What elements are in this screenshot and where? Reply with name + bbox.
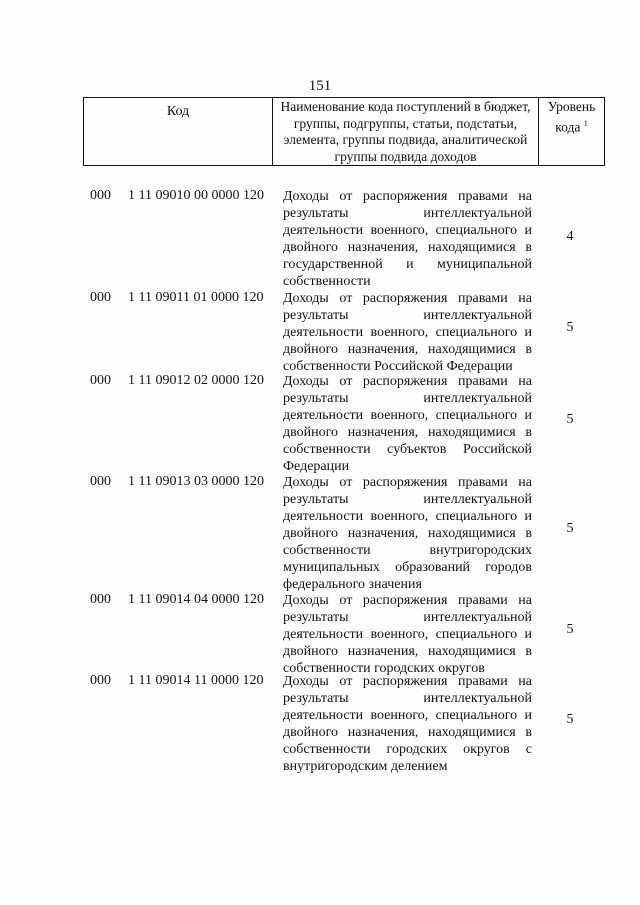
- row-code: 1 11 09014 11 0000 120: [128, 673, 264, 688]
- table-header: [83, 97, 605, 166]
- row-name: Доходы от распоряжения правами на результаты интеллектуальной деятельности военного, специального и двойного назначения, находящимися в собственности Российской Федерации: [283, 291, 532, 374]
- row-name: Доходы от распоряжения правами на результаты интеллектуальной деятельности военного, специального и двойного назначения, находящимися в государственной и муниципальной собственности: [283, 189, 532, 289]
- row-prefix: 000: [90, 592, 111, 607]
- row-level: 5: [566, 320, 574, 335]
- row-name: Доходы от распоряжения правами на результаты интеллектуальной деятельности военного, специального и двойного назначения, находящимися в собственности городских округов: [283, 593, 532, 676]
- row-name: Доходы от распоряжения правами на результаты интеллектуальной деятельности военного, специального и двойного назначения, находящимися в собственности городских округов с внутригородским делением: [283, 674, 532, 774]
- header-code-cell: [84, 98, 273, 166]
- row-code: 1 11 09012 02 0000 120: [128, 373, 264, 388]
- row-name: Доходы от распоряжения правами на результаты интеллектуальной деятельности военного, специального и двойного назначения, находящимися в собственности субъектов Российской Федерации: [283, 374, 532, 474]
- row-level: 5: [566, 412, 574, 427]
- row-code: 1 11 09013 03 0000 120: [128, 474, 264, 489]
- row-name: Доходы от распоряжения правами на результаты интеллектуальной деятельности военного, специального и двойного назначения, находящимися в собственности внутригородских муниципальных образований городов федерального значения: [283, 475, 532, 592]
- header-name-label: Наименование кода поступлений в бюджет, группы, подгруппы, статьи, подстатьи, элемента, группы подвида, аналитической группы подвида доходов: [280, 99, 531, 164]
- header-level-footnote: 1: [583, 118, 588, 128]
- row-level: 5: [566, 521, 574, 536]
- header-level-cell: [539, 98, 605, 166]
- row-level: 5: [566, 622, 574, 637]
- row-prefix: 000: [90, 673, 111, 688]
- row-code: 1 11 09014 04 0000 120: [128, 592, 264, 607]
- row-prefix: 000: [90, 373, 111, 388]
- row-code: 1 11 09010 00 0000 120: [128, 188, 264, 203]
- row-level: 5: [566, 712, 574, 727]
- row-prefix: 000: [90, 290, 111, 305]
- header-name-cell: [273, 98, 539, 166]
- header-code-label: Код: [166, 104, 190, 119]
- header-level-label: Уровень кода: [547, 99, 596, 134]
- row-prefix: 000: [90, 188, 111, 203]
- row-code: 1 11 09011 01 0000 120: [128, 290, 264, 305]
- page-number: 151: [308, 78, 332, 94]
- row-prefix: 000: [90, 474, 111, 489]
- row-level: 4: [566, 229, 574, 244]
